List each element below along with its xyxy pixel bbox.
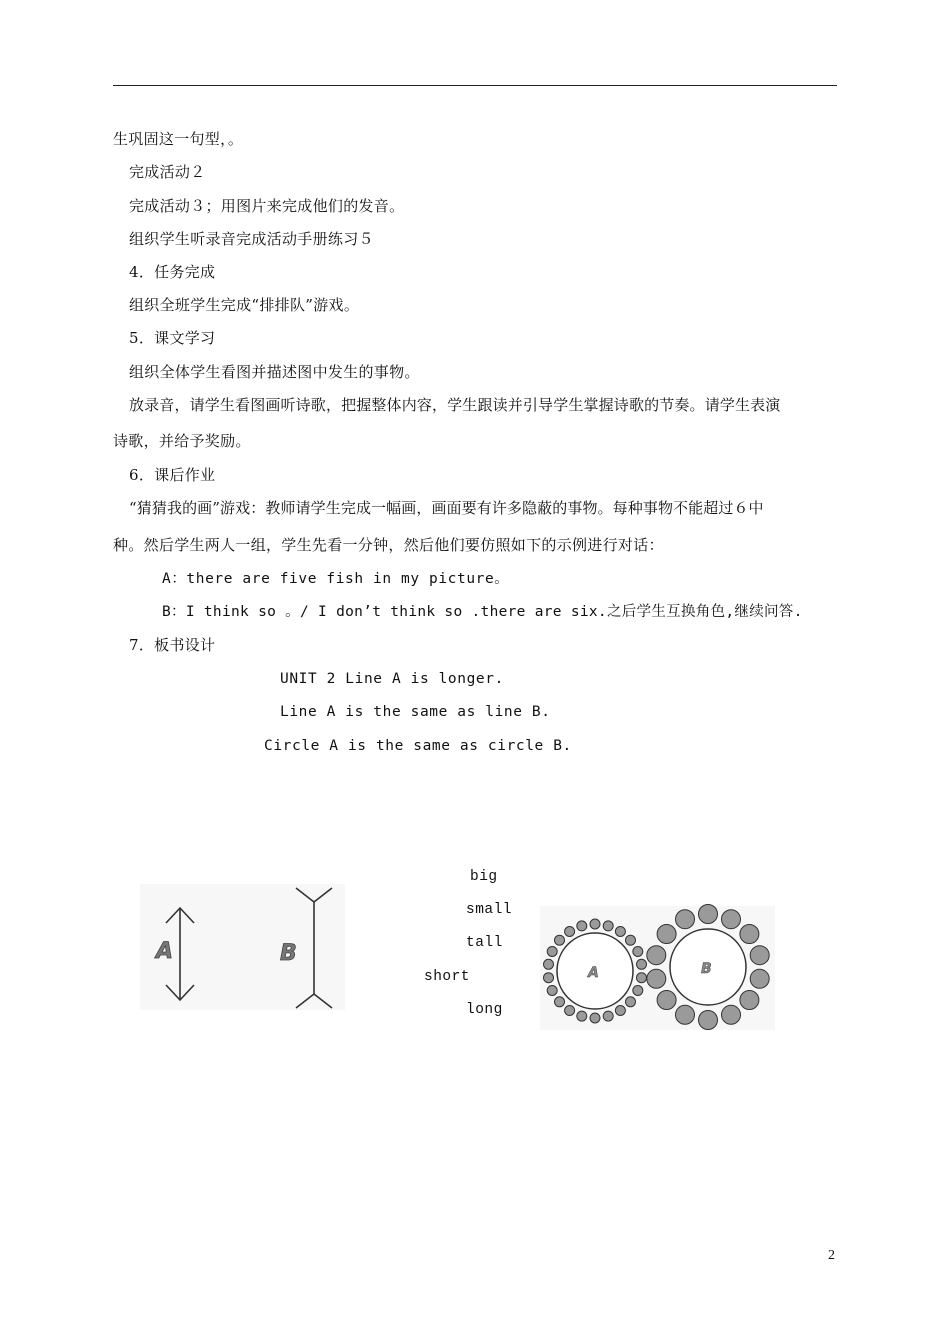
board-line-3: Circle A is the same as circle B. bbox=[264, 738, 572, 754]
small-surrounding-circle bbox=[590, 1013, 600, 1023]
section-heading-6: 6．课后作业 bbox=[129, 466, 216, 484]
large-surrounding-circle bbox=[676, 1005, 695, 1024]
large-surrounding-circle bbox=[722, 1005, 741, 1024]
page-number: 2 bbox=[828, 1248, 835, 1263]
small-surrounding-circle bbox=[633, 947, 643, 957]
section-heading-5: 5．课文学习 bbox=[129, 329, 216, 347]
small-surrounding-circle bbox=[544, 973, 554, 983]
large-surrounding-circle bbox=[740, 991, 759, 1010]
small-surrounding-circle bbox=[637, 959, 647, 969]
word-big: big bbox=[470, 869, 498, 885]
text-line-4: 组织学生听录音完成活动手册练习５ bbox=[129, 230, 374, 248]
small-surrounding-circle bbox=[603, 921, 613, 931]
small-surrounding-circle bbox=[544, 959, 554, 969]
small-surrounding-circle bbox=[603, 1011, 613, 1021]
word-tall: tall bbox=[466, 935, 503, 951]
label-circle-b: B bbox=[701, 961, 712, 977]
text-line-1: 生巩固这一句型，。 bbox=[113, 130, 244, 148]
board-line-2: Line A is the same as line B. bbox=[280, 704, 551, 720]
text-line-9: 放录音，请学生看图画听诗歌，把握整体内容，学生跟读并引导学生掌握诗歌的节奏。请学生表演 bbox=[129, 396, 781, 414]
large-surrounding-circle bbox=[740, 925, 759, 944]
header-rule bbox=[113, 85, 837, 86]
small-surrounding-circle bbox=[615, 927, 625, 937]
large-surrounding-circle bbox=[722, 910, 741, 929]
circle-illusion-figure bbox=[540, 900, 775, 1032]
large-surrounding-circle bbox=[699, 905, 718, 924]
small-surrounding-circle bbox=[565, 927, 575, 937]
word-short: short bbox=[424, 969, 471, 985]
small-surrounding-circle bbox=[626, 997, 636, 1007]
small-surrounding-circle bbox=[565, 1006, 575, 1016]
text-line-12: “猜猜我的画”游戏：教师请学生完成一幅画，画面要有许多隐蔽的事物。每种事物不能超过６中 bbox=[129, 499, 764, 517]
small-surrounding-circle bbox=[555, 935, 565, 945]
line-illusion-figure bbox=[140, 882, 345, 1012]
small-surrounding-circle bbox=[577, 1011, 587, 1021]
text-line-6: 组织全班学生完成“排排队”游戏。 bbox=[129, 296, 360, 314]
label-line-b: B bbox=[280, 941, 297, 966]
large-surrounding-circle bbox=[647, 969, 666, 988]
small-surrounding-circle bbox=[637, 973, 647, 983]
label-line-a: A bbox=[156, 939, 174, 964]
large-surrounding-circle bbox=[676, 910, 695, 929]
text-line-10: 诗歌，并给予奖励。 bbox=[113, 432, 251, 450]
section-heading-7: 7．板书设计 bbox=[129, 636, 216, 654]
text-line-13: 种。然后学生两人一组，学生先看一分钟，然后他们要仿照如下的示例进行对话： bbox=[113, 536, 664, 554]
small-surrounding-circle bbox=[590, 919, 600, 929]
small-surrounding-circle bbox=[547, 986, 557, 996]
small-surrounding-circle bbox=[626, 935, 636, 945]
text-line-2: 完成活动２ bbox=[129, 163, 206, 181]
large-surrounding-circle bbox=[657, 991, 676, 1010]
board-line-1: UNIT 2 Line A is longer. bbox=[280, 671, 504, 687]
small-surrounding-circle bbox=[555, 997, 565, 1007]
small-surrounding-circle bbox=[547, 947, 557, 957]
large-surrounding-circle bbox=[750, 969, 769, 988]
large-surrounding-circle bbox=[657, 925, 676, 944]
dialogue-line-b: B：I think so 。/ I don’t think so .there are six.之后学生互换角色,继续问答. bbox=[162, 604, 803, 620]
text-line-8: 组织全体学生看图并描述图中发生的事物。 bbox=[129, 363, 420, 381]
word-long: long bbox=[466, 1002, 503, 1018]
small-surrounding-circle bbox=[615, 1006, 625, 1016]
large-surrounding-circle bbox=[699, 1011, 718, 1030]
small-surrounding-circle bbox=[633, 986, 643, 996]
small-surrounding-circle bbox=[577, 921, 587, 931]
section-heading-4: 4．任务完成 bbox=[129, 263, 216, 281]
word-small: small bbox=[466, 902, 513, 918]
dialogue-line-a: A：there are five fish in my picture。 bbox=[162, 571, 510, 587]
large-surrounding-circle bbox=[647, 946, 666, 965]
text-line-3: 完成活动３；用图片来完成他们的发音。 bbox=[129, 197, 405, 215]
label-circle-a: A bbox=[588, 965, 599, 981]
large-surrounding-circle bbox=[750, 946, 769, 965]
